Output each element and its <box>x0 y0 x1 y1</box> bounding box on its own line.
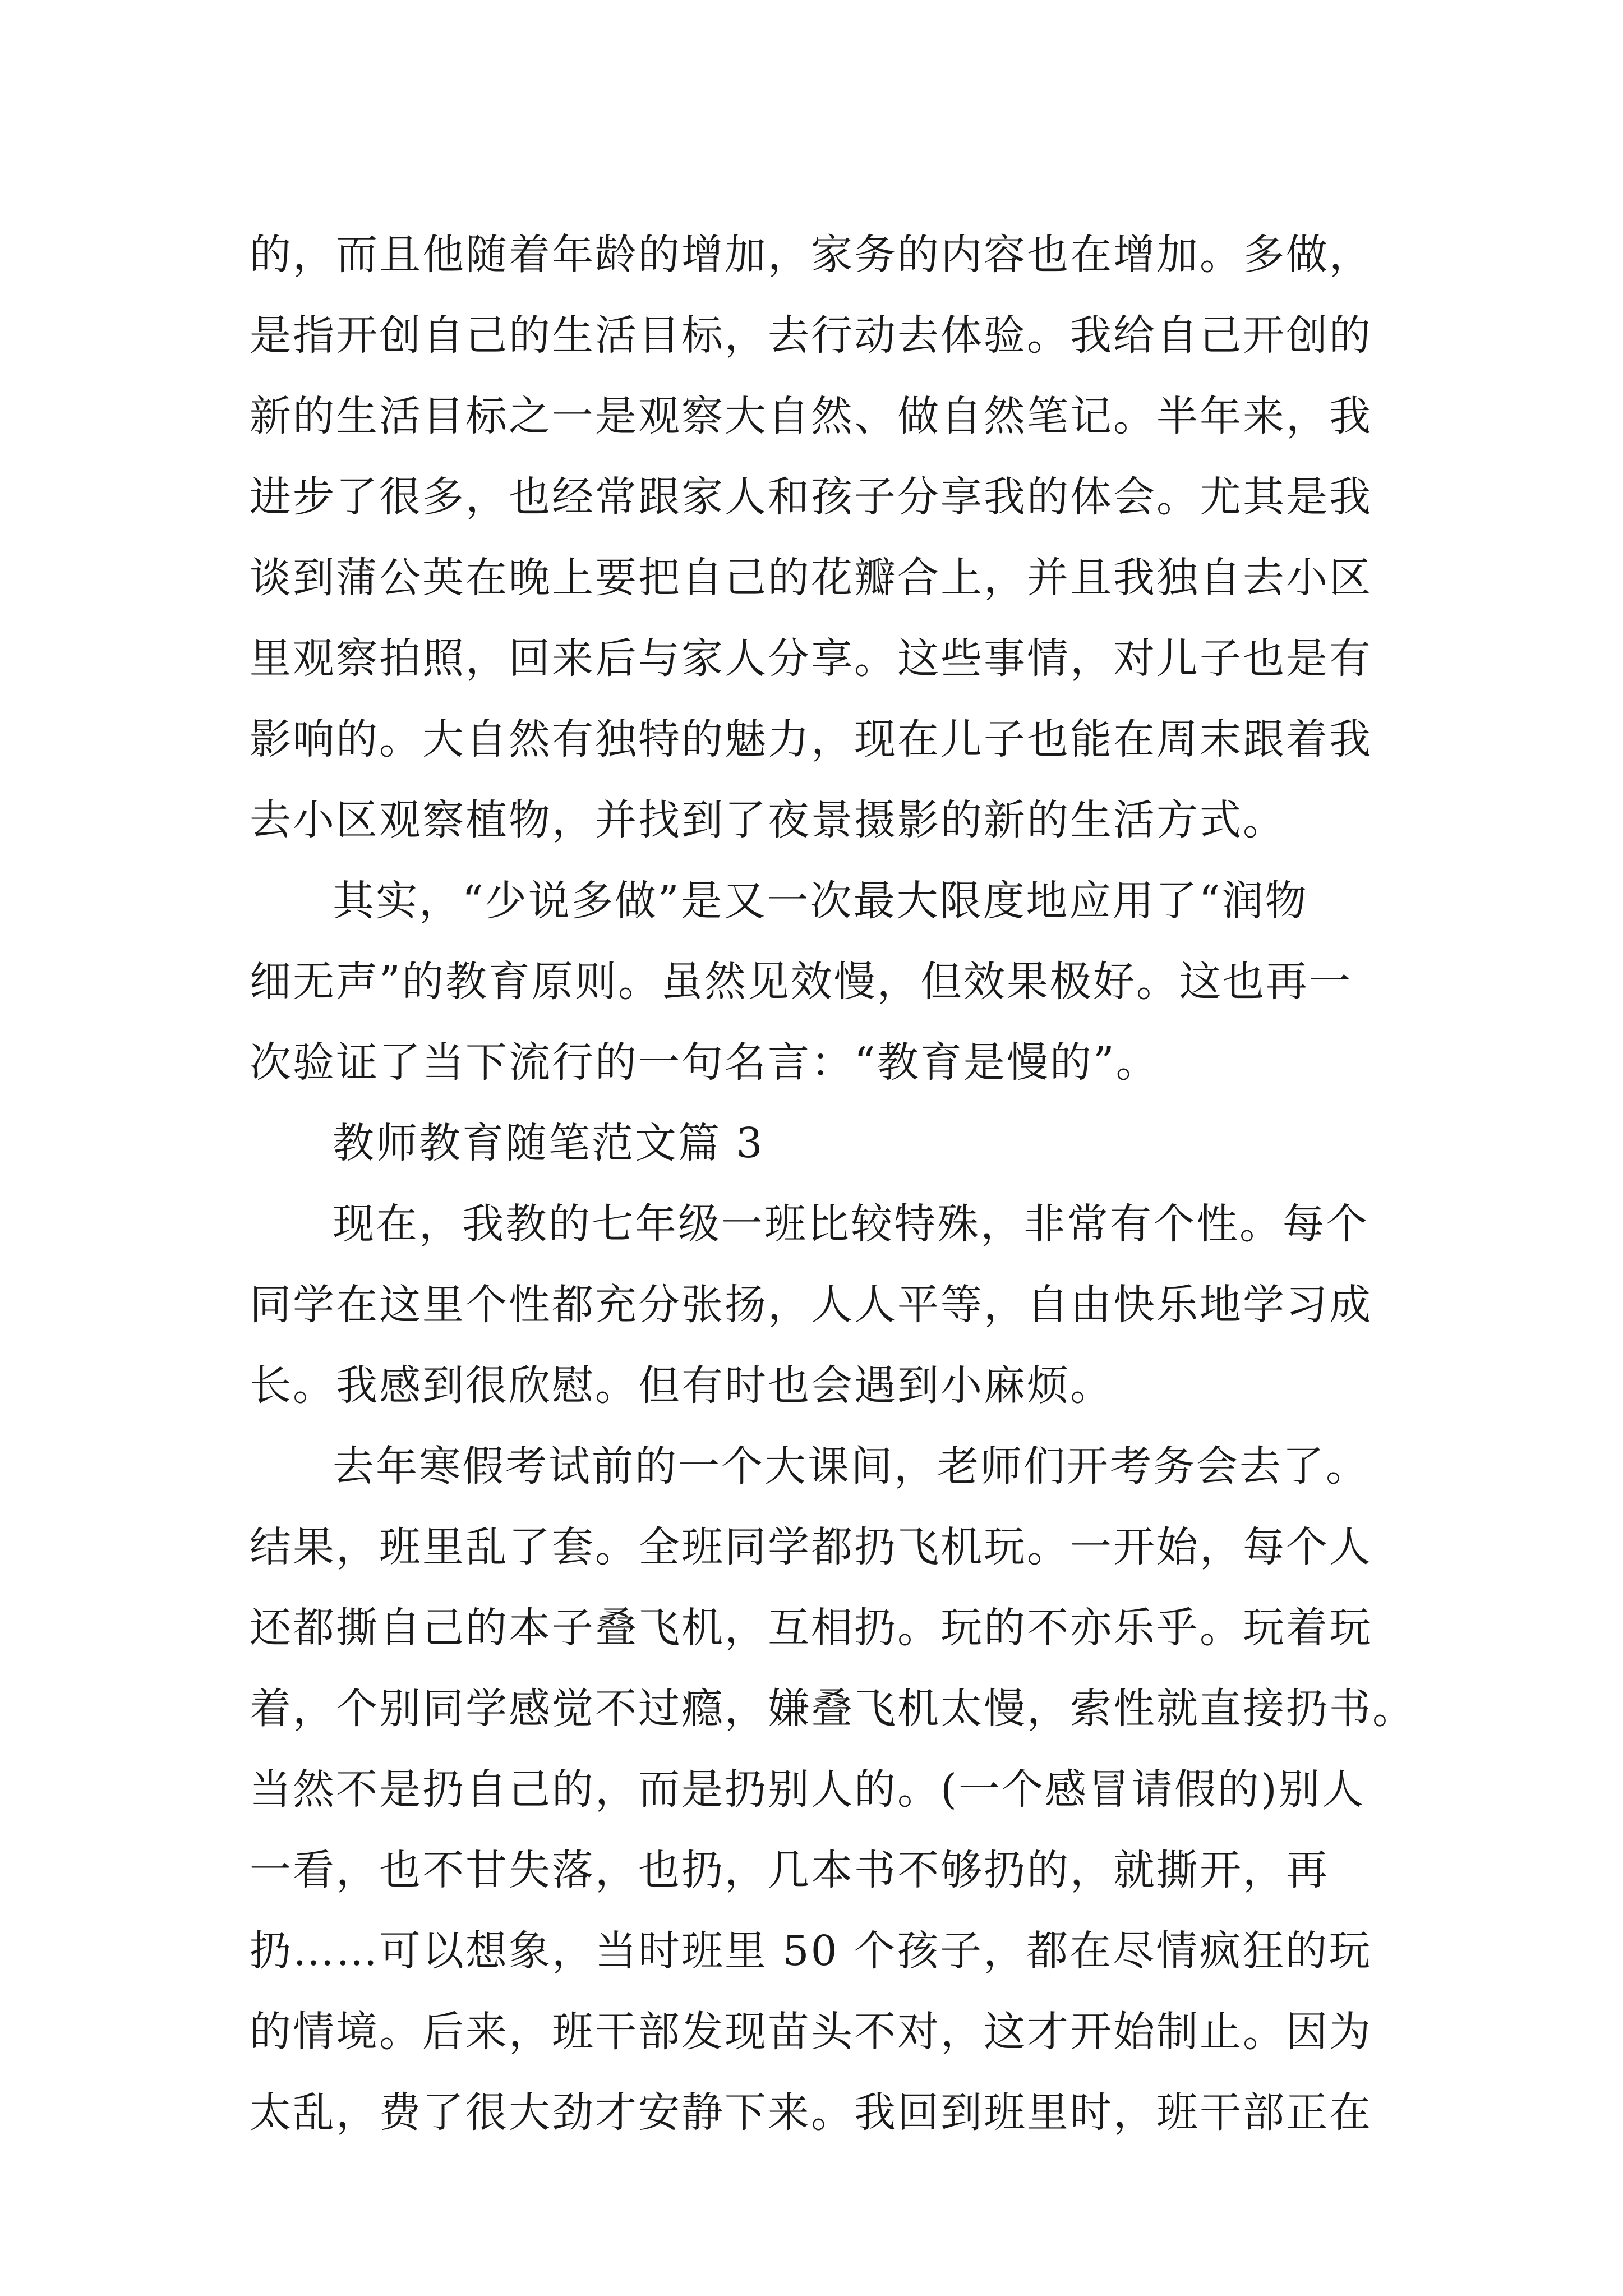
text-line: 里观察拍照，回来后与家人分享。这些事情，对儿子也是有 <box>250 634 1372 683</box>
text-line: 是指开创自己的生活目标，去行动去体验。我给自己开创的 <box>250 311 1372 360</box>
text-line: 长。我感到很欣慰。但有时也会遇到小麻烦。 <box>250 1361 1113 1410</box>
text-line: 谈到蒲公英在晚上要把自己的花瓣合上，并且我独自去小区 <box>250 554 1372 602</box>
text-line: 着，个别同学感觉不过瘾，嫌叠飞机太慢，索性就直接扔书。 <box>250 1685 1415 1733</box>
text-line: 当然不是扔自己的，而是扔别人的。(一个感冒请假的)别人 <box>250 1765 1365 1814</box>
text-line: 的情境。后来，班干部发现苗头不对，这才开始制止。因为 <box>250 2008 1372 2056</box>
text-line: 现在，我教的七年级一班比较特殊，非常有个性。每个 <box>333 1200 1369 1248</box>
text-line: 教师教育随笔范文篇 3 <box>333 1119 764 1167</box>
document-body <box>250 214 1415 2153</box>
text-line: 次验证了当下流行的一句名言：“教育是慢的”。 <box>250 1038 1159 1087</box>
text-line: 的，而且他随着年龄的增加，家务的内容也在增加。多做， <box>250 231 1372 279</box>
text-line: 结果，班里乱了套。全班同学都扔飞机玩。一开始，每个人 <box>250 1523 1372 1571</box>
text-line: 去年寒假考试前的一个大课间，老师们开考务会去了。 <box>333 1442 1369 1490</box>
text-line: 一看，也不甘失落，也扔，几本书不够扔的，就撕开，再 <box>250 1846 1329 1894</box>
text-line: 太乱，费了很大劲才安静下来。我回到班里时，班干部正在 <box>250 2088 1372 2137</box>
text-line: 其实，“少说多做”是又一次最大限度地应用了“润物 <box>333 877 1308 925</box>
text-line: 去小区观察植物，并找到了夜景摄影的新的生活方式。 <box>250 796 1286 844</box>
text-line: 影响的。大自然有独特的魅力，现在儿子也能在周末跟着我 <box>250 715 1372 763</box>
text-line: 新的生活目标之一是观察大自然、做自然笔记。半年来，我 <box>250 392 1372 440</box>
text-line: 同学在这里个性都充分张扬，人人平等，自由快乐地学习成 <box>250 1281 1372 1329</box>
text-line: 扔……可以想象，当时班里 50 个孩子，都在尽情疯狂的玩 <box>250 1927 1372 1975</box>
text-line: 还都撕自己的本子叠飞机，互相扔。玩的不亦乐乎。玩着玩 <box>250 1604 1372 1652</box>
text-line: 细无声”的教育原则。虽然见效慢，但效果极好。这也再一 <box>250 958 1352 1006</box>
text-line: 进步了很多，也经常跟家人和孩子分享我的体会。尤其是我 <box>250 473 1372 521</box>
